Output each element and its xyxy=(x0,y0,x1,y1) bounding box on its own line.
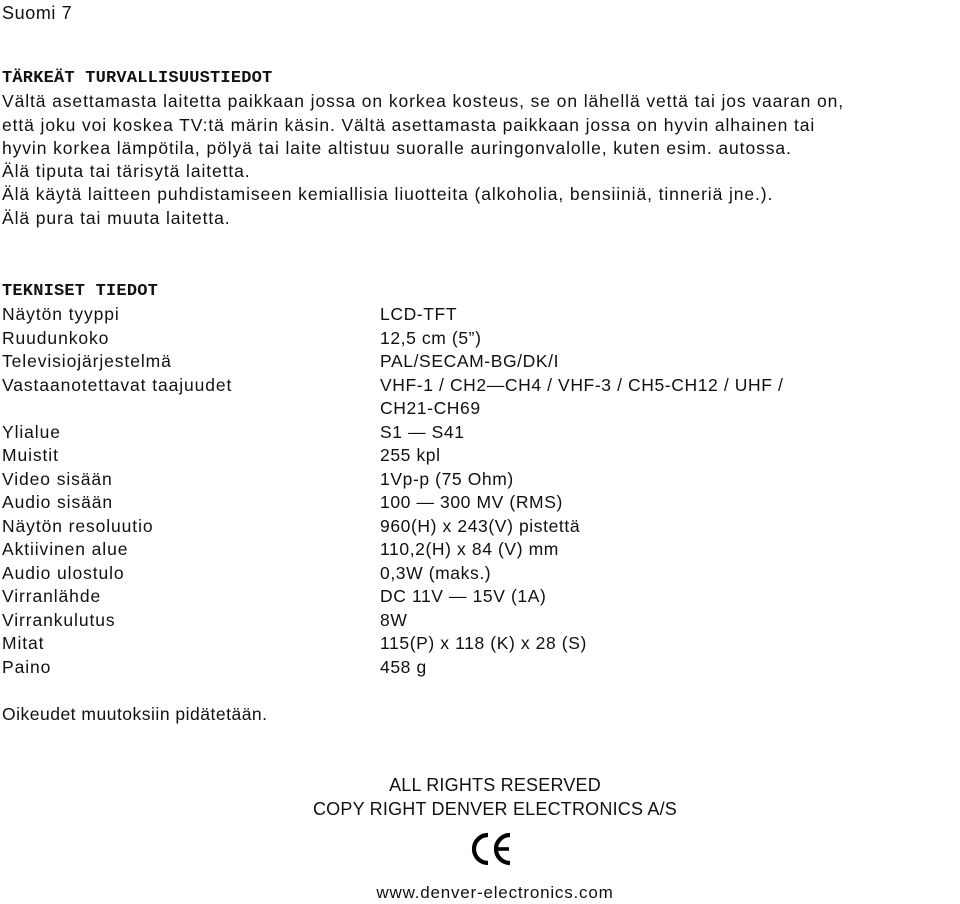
safety-section xyxy=(2,67,957,230)
spec-row xyxy=(2,468,783,492)
spec-label: Virranlähde xyxy=(2,586,102,607)
spec-value: 110,2(H) x 84 (V) mm xyxy=(380,539,559,560)
spec-value: S1 — S41 xyxy=(380,421,465,442)
ce-mark-icon xyxy=(469,832,513,866)
spec-row xyxy=(2,491,783,515)
spec-value: CH21-CH69 xyxy=(380,398,481,419)
spec-row xyxy=(2,585,783,609)
spec-row xyxy=(2,562,783,586)
copyright-notice: COPY RIGHT DENVER ELECTRONICS A/S xyxy=(312,799,678,819)
all-rights-reserved: ALL RIGHTS RESERVED xyxy=(389,775,601,795)
spec-row xyxy=(2,327,783,351)
spec-label: Muistit xyxy=(2,445,59,466)
spec-row xyxy=(2,397,783,421)
spec-row xyxy=(2,303,783,327)
spec-label: Näytön tyyppi xyxy=(2,304,120,325)
spec-value: 115(P) x 118 (K) x 28 (S) xyxy=(380,633,587,654)
spec-label: Ylialue xyxy=(2,421,61,442)
spec-value: 458 g xyxy=(380,656,427,677)
spec-row xyxy=(2,656,783,680)
spec-value: DC 11V — 15V (1A) xyxy=(380,586,547,607)
spec-label: Video sisään xyxy=(2,468,113,489)
safety-line: Vältä asettamasta laitetta paikkaan jossa on korkea kosteus, se on lähellä vettä tai jos vaaran on, xyxy=(2,91,845,112)
safety-title: TÄRKEÄT TURVALLISUUSTIEDOT xyxy=(2,69,273,88)
spec-label: Televisiojärjestelmä xyxy=(2,351,172,372)
spec-value: LCD-TFT xyxy=(380,304,458,325)
safety-line: hyvin korkea lämpötila, pölyä tai laite altistuu suoralle auringonvalolle, kuten esim. autossa. xyxy=(2,137,792,158)
spec-row xyxy=(2,444,783,468)
spec-label: Paino xyxy=(2,656,52,677)
spec-label: Audio sisään xyxy=(2,492,114,513)
spec-label: Vastaanotettavat taajuudet xyxy=(2,374,233,395)
safety-line: Älä tiputa tai tärisytä laitetta. xyxy=(2,161,251,182)
page-header: Suomi 7 xyxy=(2,3,73,23)
spec-value: 100 — 300 MV (RMS) xyxy=(380,492,563,513)
spec-value: 1Vp-p (75 Ohm) xyxy=(380,468,514,489)
safety-line: Älä käytä laitteen puhdistamiseen kemiallisia liuotteita (alkoholia, bensiiniä, tinneriä jne.). xyxy=(2,184,774,205)
spec-label: Ruudunkoko xyxy=(2,327,110,348)
spec-row xyxy=(2,538,783,562)
spec-label: Mitat xyxy=(2,633,45,654)
specs-title: TEKNISET TIEDOT xyxy=(2,282,159,301)
spec-row xyxy=(2,515,783,539)
specs-section xyxy=(2,280,957,679)
spec-label: Audio ulostulo xyxy=(2,562,125,583)
spec-label: Näytön resoluutio xyxy=(2,515,154,536)
rights-note: Oikeudet muutoksiin pidätetään. xyxy=(2,704,268,724)
website-link[interactable]: www.denver-electronics.com xyxy=(376,883,614,902)
spec-row xyxy=(2,374,783,398)
spec-label xyxy=(2,397,380,421)
footer xyxy=(0,773,960,866)
spec-value: 8W xyxy=(380,609,408,630)
spec-value: 960(H) x 243(V) pistettä xyxy=(380,515,581,536)
spec-value: VHF-1 / CH2—CH4 / VHF-3 / CH5-CH12 / UHF / xyxy=(380,374,784,395)
spec-value: PAL/SECAM-BG/DK/I xyxy=(380,351,560,372)
spec-value: 255 kpl xyxy=(380,445,441,466)
spec-value: 12,5 cm (5”) xyxy=(380,327,482,348)
spec-label: Virrankulutus xyxy=(2,609,116,630)
spec-row xyxy=(2,350,783,374)
spec-row xyxy=(2,609,783,633)
spec-value: 0,3W (maks.) xyxy=(380,562,492,583)
specs-table xyxy=(2,303,783,679)
safety-line: Älä pura tai muuta laitetta. xyxy=(2,207,231,228)
spec-row xyxy=(2,421,783,445)
spec-label: Aktiivinen alue xyxy=(2,539,129,560)
spec-row xyxy=(2,632,783,656)
safety-line: että joku voi koskea TV:tä märin käsin. Vältä asettamasta paikkaan jossa on hyvin alhainen tai xyxy=(2,114,816,135)
